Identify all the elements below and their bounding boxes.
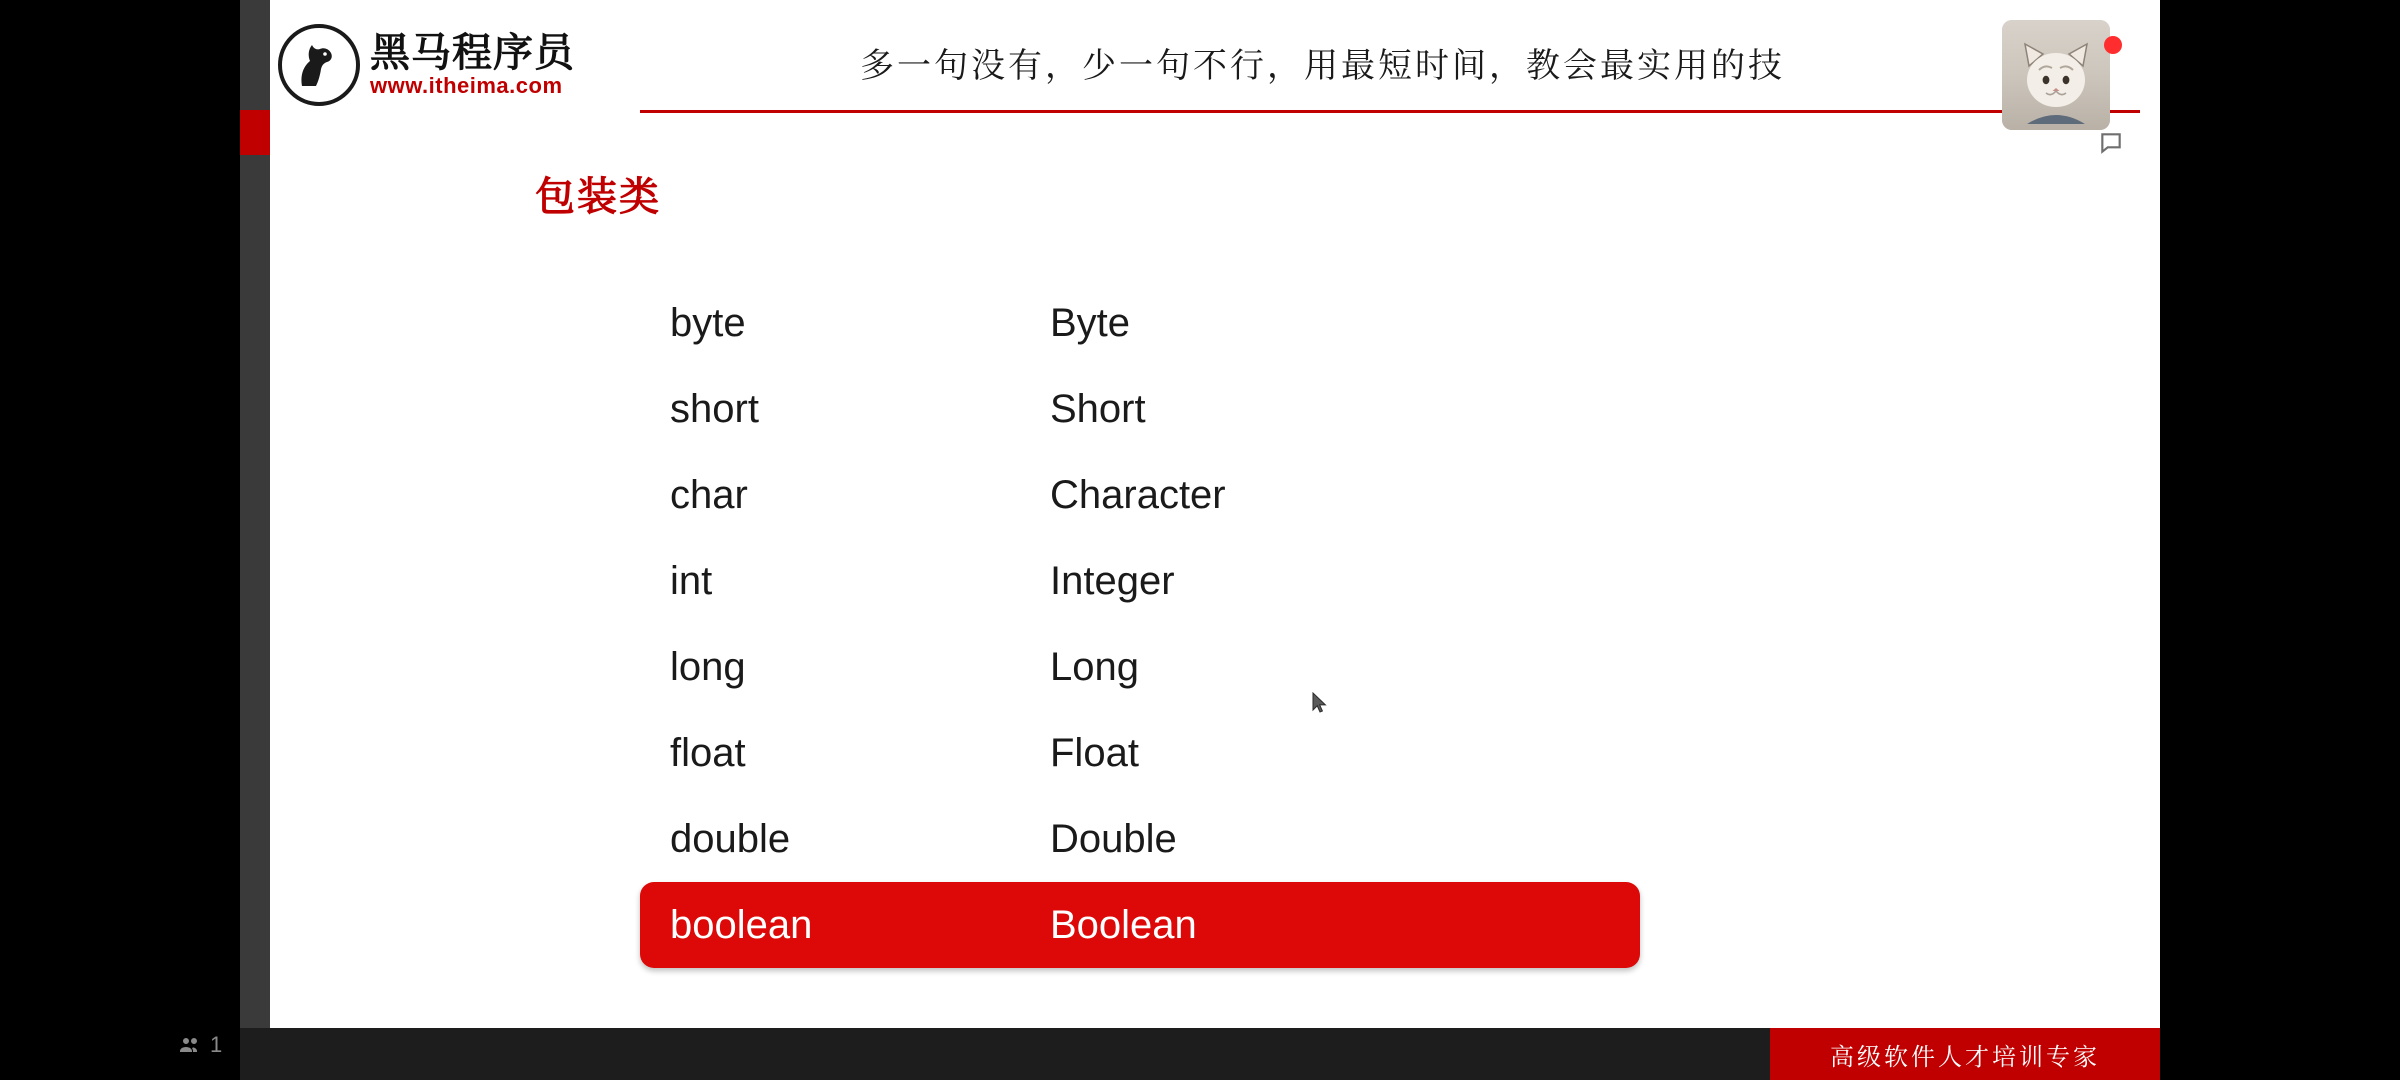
brand-url: www.itheima.com [370, 73, 563, 99]
table-row [640, 796, 1640, 882]
cat-avatar-icon [2017, 36, 2095, 124]
primitive-type: byte [670, 300, 746, 345]
page-title: 包装类 [535, 175, 661, 219]
primitive-type: double [670, 816, 791, 861]
wrapper-type: Short [1050, 386, 1146, 431]
wrapper-type: Boolean [1050, 902, 1197, 947]
chat-bubble-icon[interactable] [2098, 130, 2124, 156]
slide-footer-text: 高级软件人才培训专家 [1830, 1042, 2100, 1071]
wrapper-type: Byte [1050, 300, 1131, 345]
brand-title: 黑马程序员 [370, 31, 575, 76]
slide-left-gutter [240, 0, 270, 1080]
table-row [640, 624, 1640, 710]
wrapper-type: Float [1050, 730, 1139, 775]
table-row [640, 452, 1640, 538]
slide-slogan: 多一句没有，少一句不行，用最短时间，教会最实用的技 [860, 46, 1785, 86]
slide-footer-tag [1770, 1028, 2160, 1080]
type-mapping-table [640, 280, 1640, 968]
primitive-type: short [670, 386, 759, 431]
table-row [640, 366, 1640, 452]
brand-logo [278, 20, 608, 110]
primitive-type: char [670, 472, 748, 517]
horse-logo-icon [278, 24, 360, 106]
viewers-icon [178, 1033, 202, 1057]
header-divider [640, 110, 2140, 113]
wrapper-type: Integer [1050, 558, 1175, 603]
viewer-count-value: 1 [210, 1032, 223, 1057]
table-row [640, 280, 1640, 366]
primitive-type: long [670, 644, 746, 689]
table-row [640, 538, 1640, 624]
horse-glyph-icon [296, 38, 338, 88]
wrapper-type: Long [1050, 644, 1139, 689]
wrapper-type: Double [1050, 816, 1177, 861]
bilibili-watermark: bilibili [1602, 974, 1740, 1021]
primitive-type: int [670, 558, 713, 603]
live-indicator-dot [2104, 36, 2122, 54]
brand-logo-text [370, 32, 575, 97]
primitive-type: boolean [670, 902, 813, 947]
viewer-count [178, 1032, 222, 1058]
slide-content [240, 0, 2160, 1080]
slide-left-accent [240, 110, 270, 155]
primitive-type: float [670, 730, 746, 775]
wrapper-type: Character [1050, 472, 1226, 517]
table-row-highlighted [640, 882, 1640, 968]
webcam-pip[interactable] [2002, 20, 2110, 130]
table-row [640, 710, 1640, 796]
